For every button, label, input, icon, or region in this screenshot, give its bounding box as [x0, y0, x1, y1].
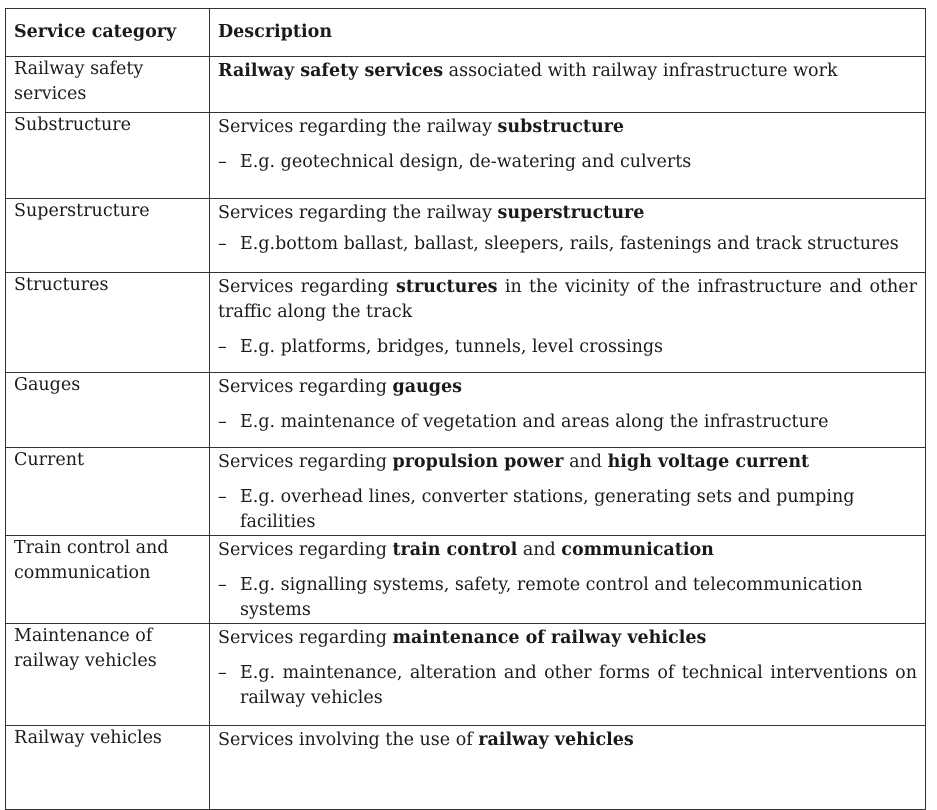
- description-plain: and: [517, 540, 562, 560]
- dash-marker: –: [218, 234, 227, 254]
- example-item: [218, 410, 917, 435]
- table-row: [6, 448, 926, 536]
- description-plain: Services regarding: [218, 452, 393, 472]
- description-text: [218, 199, 917, 226]
- example-text: E.g. geotechnical design, de-watering and culverts: [240, 152, 692, 172]
- table-row: [6, 57, 926, 113]
- description-cell: [210, 57, 926, 113]
- description-plain: Services regarding the railway: [218, 203, 498, 223]
- table-row: [6, 273, 926, 373]
- description-bold: propulsion power: [392, 452, 564, 472]
- description-plain: Services regarding: [218, 377, 393, 397]
- description-plain: associated with railway infrastructure work: [443, 61, 838, 81]
- description-bold: superstructure: [497, 203, 645, 223]
- description-cell: [210, 113, 926, 199]
- description-cell: [210, 536, 926, 624]
- description-plain: Services involving the use of: [218, 730, 479, 750]
- example-item: [218, 335, 917, 360]
- category-cell: Railway vehicles: [6, 726, 210, 810]
- category-cell: Train control and communication: [6, 536, 210, 624]
- category-cell: Structures: [6, 273, 210, 373]
- example-text: E.g.bottom ballast, ballast, sleepers, rails, fastenings and track structures: [240, 234, 899, 254]
- example-text: E.g. maintenance, alteration and other forms of technical interventions on railway vehicles: [240, 663, 917, 708]
- example-item: [218, 232, 917, 257]
- description-text: [218, 273, 917, 325]
- table-row: [6, 726, 926, 810]
- description-plain: Services regarding the railway: [218, 117, 498, 137]
- description-bold: train control: [392, 540, 518, 560]
- table-row: [6, 624, 926, 726]
- description-text: [218, 448, 917, 475]
- table-row: [6, 373, 926, 448]
- description-bold: maintenance of railway vehicles: [392, 628, 707, 648]
- description-cell: [210, 448, 926, 536]
- table-row: [6, 199, 926, 273]
- description-cell: [210, 199, 926, 273]
- description-bold: substructure: [497, 117, 625, 137]
- description-bold: gauges: [392, 377, 462, 397]
- dash-marker: –: [218, 487, 227, 507]
- description-bold: Railway safety services: [218, 61, 444, 81]
- example-item: [218, 573, 917, 623]
- category-cell: Maintenance of railway vehicles: [6, 624, 210, 726]
- category-cell: Substructure: [6, 113, 210, 199]
- example-item: [218, 150, 917, 175]
- example-text: E.g. overhead lines, converter stations, generating sets and pumping facilities: [240, 487, 855, 532]
- header-service-category: Service category: [6, 9, 210, 57]
- dash-marker: –: [218, 412, 227, 432]
- description-cell: [210, 726, 926, 810]
- example-text: E.g. platforms, bridges, tunnels, level crossings: [240, 337, 664, 357]
- description-cell: [210, 624, 926, 726]
- example-item: [218, 661, 917, 711]
- category-cell: Railway safety services: [6, 57, 210, 113]
- description-plain: Services regarding: [218, 277, 396, 297]
- table-header-row: [6, 9, 926, 57]
- category-cell: Superstructure: [6, 199, 210, 273]
- description-text: [218, 57, 917, 84]
- description-cell: [210, 273, 926, 373]
- description-text: [218, 726, 917, 753]
- description-plain: and: [563, 452, 608, 472]
- dash-marker: –: [218, 152, 227, 172]
- description-cell: [210, 373, 926, 448]
- service-category-table: [5, 8, 926, 810]
- description-plain: Services regarding: [218, 628, 393, 648]
- dash-marker: –: [218, 337, 227, 357]
- description-text: [218, 624, 917, 651]
- description-bold: structures: [395, 277, 498, 297]
- example-item: [218, 485, 917, 535]
- description-bold: high voltage current: [607, 452, 810, 472]
- example-text: E.g. signalling systems, safety, remote control and telecommunication systems: [240, 575, 863, 620]
- header-description: Description: [210, 9, 926, 57]
- dash-marker: –: [218, 663, 227, 683]
- description-plain: in the vicinity of the infrastructure and other traffic along the track: [218, 277, 918, 322]
- table-row: [6, 536, 926, 624]
- example-text: E.g. maintenance of vegetation and areas along the infrastructure: [240, 412, 829, 432]
- description-text: [218, 536, 917, 563]
- description-text: [218, 113, 917, 140]
- description-bold: communication: [561, 540, 714, 560]
- description-text: [218, 373, 917, 400]
- table-row: [6, 113, 926, 199]
- category-cell: Gauges: [6, 373, 210, 448]
- description-plain: Services regarding: [218, 540, 393, 560]
- dash-marker: –: [218, 575, 227, 595]
- category-cell: Current: [6, 448, 210, 536]
- description-bold: railway vehicles: [478, 730, 634, 750]
